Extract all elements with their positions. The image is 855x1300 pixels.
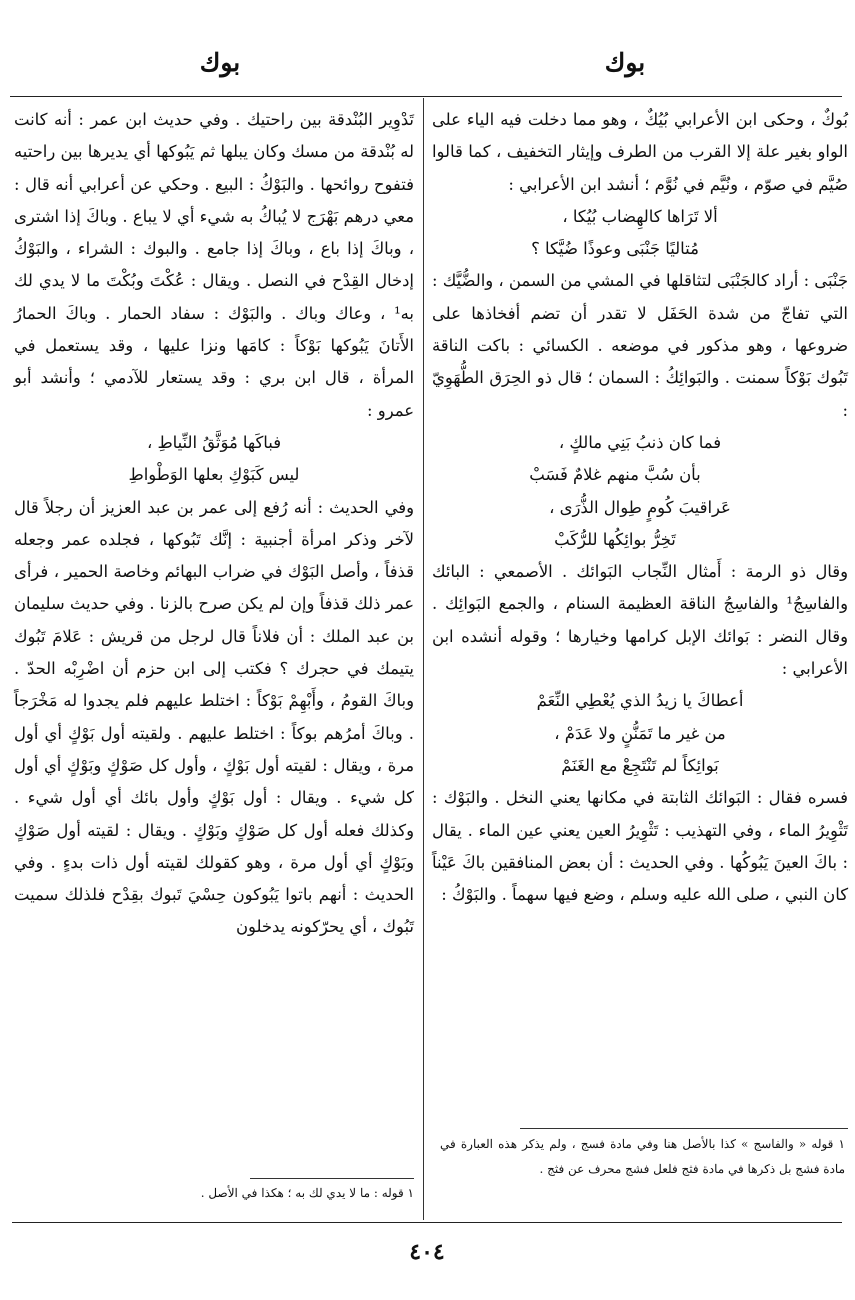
verse-line: أعطاكَ يا زيدُ الذي يُعْطِي النِّعَمْ	[536, 691, 744, 711]
left-paragraph-2: وفي الحديث : أنه رُفع إلى عمر بن عبد العزيز أن رجلاً قال لآخر وذكر امرأة أجنبية : إنَّك تَبُوكها ، فجلده عمر وجعله قذفاً ، وأصل البَوْك في ضراب البهائم وخاصة الحمير ، فرأى عمر ذلك قذفاً وإن لم يكن صرح بالزنا . وفي حديث سليمان بن عبد الملك : أن فلاناً قال لرجل من قريش : عَلامَ تَبُوك يتيمك في حجرك ؟ فكتب إلى ابن حزم أن اضْرِبْه الحدّ . وباكَ القومُ ، وأَبْهِمْ بَوْكاً : اختلط عليهم فلم يجدوا له مَخْرَجاً . وباكَ أمرُهم بوكاً : اختلط عليهم . ولقيته أول بَوْكٍ أي أول مرة ، ويقال : لقيته أول بَوْكٍ ، وأول كل صَوْكٍ وبَوْكٍ أي أول كل شيء . ويقال : أول بَوْكٍ وأول بائك أي أول شيء . وكذلك فعله أول كل صَوْكٍ وبَوْكٍ . ويقال : لقيته أول صَوْكٍ وبَوْكٍ أي أول مرة ، وهو كقولك لقيته أول ذات بدءٍ . وفي الحديث : أنهم باتوا يَبُوكون حِسْيَ تَبوك بقِدْح فلذلك سميت تَبُوك ، أي يحرّكونه يدخلون	[14, 497, 414, 937]
footnote-rule-left	[250, 1178, 414, 1179]
right-paragraph-2: جَنْبَى : أراد كالجَنْبَى لتثاقلها في المشي من السمن ، والضُّيَّك : التي تفاجّ من شدة الحَفَل لا تقدر أن تضم أفخاذها على ضروعها ، وهو مذكور في موضعه . الكسائي : باكت الناقة تَبُوك بَوْكاً سمنت . والبَوائِكُ : السمان ؛ قال ذو الحِرَق الطُّهَوِيّ :	[432, 271, 848, 420]
footnote-left: ١ قوله : ما لا يدي لك به ؛ هكذا في الأصل .	[200, 1186, 414, 1200]
verse-line: فما كان ذنبُ بَنِي مالكٍ ،	[558, 432, 722, 452]
verse-line: تَخِرُّ بوائِكُها للرُّكَبْ	[554, 529, 676, 549]
verse-line: بَوائِكاً لم تَنْتَجِعْ مع الغَنَمْ	[561, 755, 719, 775]
verse-line: عَراقيبَ كُومٍ طِوال الذُّرَى ،	[549, 497, 731, 517]
verse-line: فباكَها مُوَثَّقُ النِّياطِ ،	[146, 432, 282, 452]
top-rule	[10, 96, 842, 97]
right-column	[432, 104, 848, 911]
left-column	[14, 104, 414, 944]
bottom-rule	[12, 1222, 842, 1223]
header-right-word: بوك	[604, 48, 646, 77]
right-paragraph-3: وقال ذو الرمة : أَمثال النِّجاب البَوائك . الأصمعي : البائك والفاسِجُ¹ والفاسِجُ الناقة العظيمة السنام ، والجمع البَوائِك . وقال النضر : بَوائك الإبل كرامها وخيارها ؛ وقوله أنشده ابن الأعرابي :	[432, 562, 848, 679]
verse-line: مُتاليًا جَنْبَى وعوذًا ضُيَّكا ؟	[531, 239, 699, 259]
verse-line: ليس كَبَوْكِ بعلها الوَطْواطِ	[128, 465, 300, 485]
left-paragraph-1: تَدْوِير البُنْدقة بين راحتيك . وفي حديث ابن عمر : أنه كانت له بُنْدقة من مسك وكان يبلها ثم يَبُوكها أي يديرها بين راحتيه فتفوح روائحها . والبَوْكُ : البيع . وحكي عن أعرابي أنه قال : معي درهم بَهْرَج لا يُباكُ به شيء أي لا يباع . وباكَ إذا اشترى ، وباكَ إذا باع ، وباكَ إذا جامع . والبوك : الشراء ، والبَوْكُ إدخال القِدْح في النصل . ويقال : عُكْتَ وبُكْتَ ما لا يدي لك به¹ ، وعاك وباك . والبَوْك : سفاد الحمار . وباكَ الحمارُ الأَتانَ يَبُوكها بَوْكاً : كامَها ونزا عليها ، وقد يستعمل في المرأة ، قال ابن بري : وقد يستعار للآدمي ؛ وأنشد أبو عمرو :	[14, 110, 414, 420]
verse-line: من غير ما تَمَنُّنٍ ولا عَدَمْ ،	[554, 723, 726, 743]
footnote-rule-right	[520, 1128, 848, 1129]
right-paragraph-4: فسره فقال : البَوائك الثابتة في مكانها يعني النخل . والبَوْك : تَثْوِيرُ الماء ، وفي التهذيب : تَثْوِيرُ العين يعني عين الماء . يقال : باكَ العينَ يَبُوكُها . وفي الحديث : أن بعض المنافقين باكَ عَيْناً كان النبي ، صلى الله عليه وسلم ، وضع فيها سهماً . والبَوْكُ :	[432, 788, 848, 905]
verse-line: ألا تَرَاها كالهِضاب بُيُكا ،	[562, 206, 718, 226]
right-paragraph-1: بُوكٌ ، وحكى ابن الأعرابي بُيُكٌ ، وهو مما دخلت فيه الياء على الواو بغير علة إلا القرب من الطرف وإيثار التخفيف ، كما قالوا صُيَّم في صوّم ، ونُيَّم في نُوَّم ؛ أنشد ابن الأعرابي :	[432, 110, 848, 194]
footnote-right: ١ قوله « والفاسج » كذا بالأصل هنا وفي مادة فسج ، ولم يذكر هذه العبارة في مادة فشج بل ذكرها في مادة فثج فلعل فشج محرف عن فثج .	[440, 1137, 845, 1176]
header-left-word: بوك	[199, 48, 241, 77]
verse-line: بأن سُبَّ منهم غلامٌ فَسَبْ	[529, 465, 701, 485]
column-divider	[423, 98, 424, 1220]
page-number: ٤٠٤	[409, 1239, 445, 1265]
